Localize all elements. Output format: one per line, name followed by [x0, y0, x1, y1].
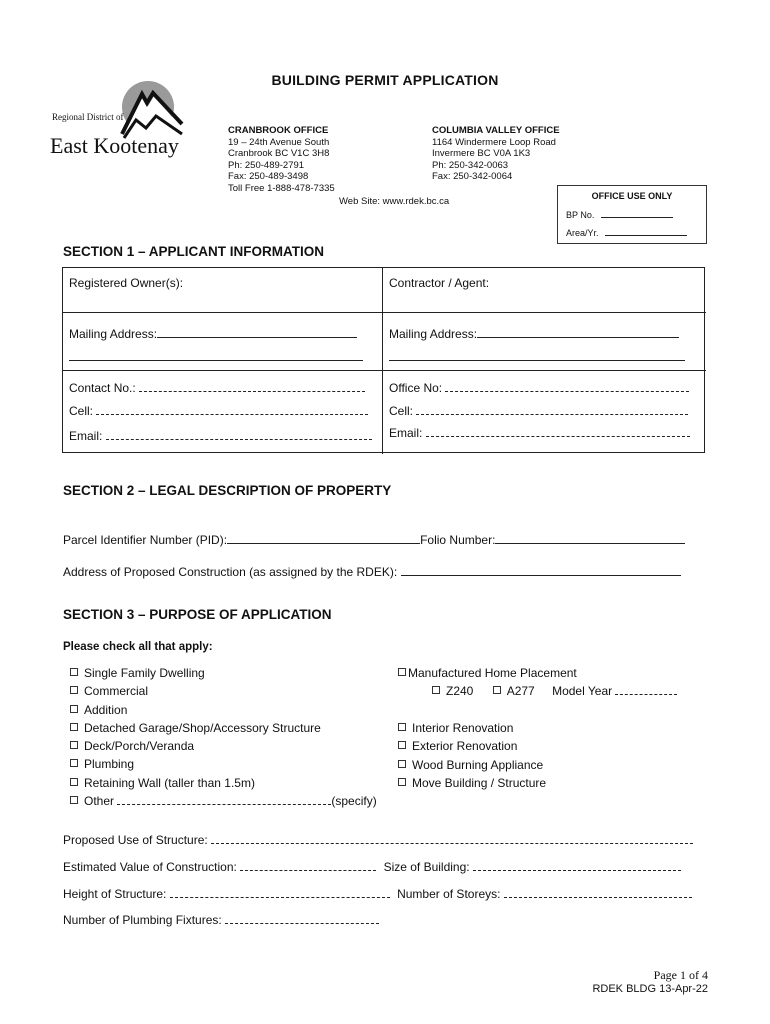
- proposed-use-field[interactable]: [211, 832, 693, 844]
- email-right-label: Email:: [389, 426, 423, 440]
- pid-label: Parcel Identifier Number (PID):: [63, 533, 228, 547]
- option-single-family[interactable]: [70, 664, 377, 682]
- option-plumbing[interactable]: [70, 755, 377, 773]
- option-label: Move Building / Structure: [412, 775, 547, 790]
- left-options: [70, 664, 377, 810]
- checkbox[interactable]: [70, 668, 78, 676]
- columbia-phone: Ph: 250-342-0063: [432, 159, 509, 171]
- owner-mailing-line2[interactable]: [69, 360, 363, 361]
- folio-label: Folio Number:: [420, 533, 496, 547]
- est-value-field[interactable]: [240, 859, 376, 871]
- z240-checkbox[interactable]: [432, 686, 440, 694]
- columbia-office-name: COLUMBIA VALLEY OFFICE: [432, 125, 560, 136]
- address-field[interactable]: [401, 564, 681, 576]
- address-label: Address of Proposed Construction (as assigned by the RDEK):: [63, 565, 398, 579]
- height-label: Height of Structure:: [63, 887, 167, 901]
- checkbox[interactable]: [398, 668, 406, 676]
- option-deck[interactable]: [70, 737, 377, 755]
- option-addition[interactable]: [70, 701, 377, 719]
- right-options: [398, 719, 546, 792]
- email-left-field[interactable]: [106, 428, 372, 440]
- height-field[interactable]: [170, 886, 390, 898]
- cranbrook-line2: Cranbrook BC V1C 3H8: [228, 148, 330, 160]
- checkbox[interactable]: [70, 796, 78, 804]
- columbia-fax: Fax: 250-342-0064: [432, 171, 513, 183]
- contact-field[interactable]: [139, 380, 365, 392]
- plumbing-fixtures-field[interactable]: [225, 912, 379, 924]
- cell-right-label: Cell:: [389, 404, 414, 418]
- option-detached-garage[interactable]: [70, 719, 377, 737]
- storeys-field[interactable]: [504, 886, 692, 898]
- owner-mailing-label: Mailing Address:: [69, 327, 158, 341]
- bp-label: BP No.: [566, 210, 595, 220]
- office-no-field[interactable]: [445, 380, 689, 392]
- office-use-box: [557, 185, 707, 244]
- a277-checkbox[interactable]: [493, 686, 501, 694]
- proposed-use-label: Proposed Use of Structure:: [63, 833, 208, 847]
- checkbox[interactable]: [398, 778, 406, 786]
- cell-right-field[interactable]: [416, 403, 688, 415]
- email-right-field[interactable]: [426, 425, 690, 437]
- manufactured-options: [432, 682, 677, 700]
- contractor-mailing-line2[interactable]: [389, 360, 685, 361]
- cranbrook-line1: 19 – 24th Avenue South: [228, 136, 330, 148]
- office-no-label: Office No:: [389, 381, 443, 395]
- checkbox[interactable]: [398, 741, 406, 749]
- checkbox[interactable]: [398, 760, 406, 768]
- cranbrook-tollfree: Toll Free 1-888-478-7335: [228, 182, 335, 194]
- section3-heading: SECTION 3 – PURPOSE OF APPLICATION: [63, 607, 332, 622]
- option-interior-renovation[interactable]: [398, 719, 546, 737]
- manufactured-label: Manufactured Home Placement: [408, 666, 577, 680]
- checkbox[interactable]: [70, 741, 78, 749]
- option-retaining-wall[interactable]: [70, 774, 377, 792]
- page-title: BUILDING PERMIT APPLICATION: [271, 72, 499, 88]
- option-label: Retaining Wall (taller than 1.5m): [84, 775, 255, 790]
- option-label: Plumbing: [84, 757, 135, 772]
- option-label: Deck/Porch/Veranda: [84, 739, 195, 754]
- option-manufactured-home[interactable]: [398, 664, 577, 682]
- checkbox[interactable]: [70, 759, 78, 767]
- est-value-label: Estimated Value of Construction:: [63, 860, 237, 874]
- cranbrook-phone: Ph: 250-489-2791: [228, 159, 305, 171]
- columbia-line2: Invermere BC V0A 1K3: [432, 148, 531, 160]
- bp-field[interactable]: [601, 209, 673, 218]
- rdek-logo: [50, 76, 190, 162]
- other-specify-field[interactable]: [117, 793, 331, 805]
- owner-mailing-field[interactable]: [157, 326, 357, 338]
- option-label: Single Family Dwelling: [84, 666, 205, 680]
- owner-label: Registered Owner(s):: [69, 276, 184, 290]
- option-other[interactable]: [70, 792, 377, 810]
- size-label: Size of Building:: [383, 860, 470, 874]
- cell-left-label: Cell:: [69, 404, 94, 418]
- model-year-field[interactable]: [615, 683, 677, 695]
- option-commercial[interactable]: [70, 682, 377, 700]
- area-field[interactable]: [605, 227, 687, 236]
- z240-label: Z240: [446, 684, 474, 698]
- cranbrook-fax: Fax: 250-489-3498: [228, 171, 309, 183]
- option-wood-burning[interactable]: [398, 756, 546, 774]
- cranbrook-office-name: CRANBROOK OFFICE: [228, 125, 329, 136]
- option-move-building[interactable]: [398, 774, 546, 792]
- page-number: Page 1 of 4: [653, 968, 708, 982]
- size-field[interactable]: [473, 859, 681, 871]
- option-label: Interior Renovation: [412, 721, 514, 735]
- option-exterior-renovation[interactable]: [398, 737, 546, 755]
- applicant-table: [62, 267, 705, 453]
- contact-label: Contact No.:: [69, 381, 136, 395]
- option-label: Wood Burning Appliance: [412, 757, 544, 772]
- checkbox[interactable]: [70, 778, 78, 786]
- logo-small-text: Regional District of: [52, 112, 124, 122]
- specify-label: (specify): [331, 794, 377, 809]
- cell-left-field[interactable]: [96, 403, 368, 415]
- pid-field[interactable]: [227, 532, 420, 544]
- columbia-line1: 1164 Windermere Loop Road: [432, 136, 556, 148]
- contractor-mailing-label: Mailing Address:: [389, 327, 478, 341]
- option-label: Addition: [84, 702, 128, 717]
- section2-heading: SECTION 2 – LEGAL DESCRIPTION OF PROPERTY: [63, 483, 392, 498]
- checkbox[interactable]: [398, 723, 406, 731]
- plumbing-fixtures-label: Number of Plumbing Fixtures:: [63, 913, 222, 927]
- cranbrook-office: [228, 125, 335, 195]
- section3-instruction: Please check all that apply:: [63, 641, 213, 653]
- option-label: Other: [84, 794, 115, 809]
- model-year-label: Model Year: [552, 684, 613, 698]
- section1-heading: SECTION 1 – APPLICANT INFORMATION: [63, 244, 325, 259]
- website: Web Site: www.rdek.bc.ca: [339, 196, 450, 207]
- a277-label: A277: [506, 684, 535, 698]
- email-left-label: Email:: [69, 429, 103, 443]
- contractor-label: Contractor / Agent:: [389, 276, 490, 290]
- form-code: RDEK BLDG 13-Apr-22: [592, 983, 708, 995]
- area-label: Area/Yr.: [566, 228, 599, 238]
- checkbox[interactable]: [70, 705, 78, 713]
- option-label: Commercial: [84, 684, 149, 699]
- checkbox[interactable]: [70, 686, 78, 694]
- option-label: Exterior Renovation: [412, 739, 518, 754]
- office-use-title: OFFICE USE ONLY: [591, 191, 673, 201]
- storeys-label: Number of Storeys:: [397, 887, 501, 901]
- contractor-mailing-field[interactable]: [477, 326, 679, 338]
- option-label: Detached Garage/Shop/Accessory Structure: [84, 720, 321, 735]
- folio-field[interactable]: [495, 532, 685, 544]
- logo-main-text: East Kootenay: [50, 133, 179, 158]
- columbia-office: [432, 125, 560, 183]
- checkbox[interactable]: [70, 723, 78, 731]
